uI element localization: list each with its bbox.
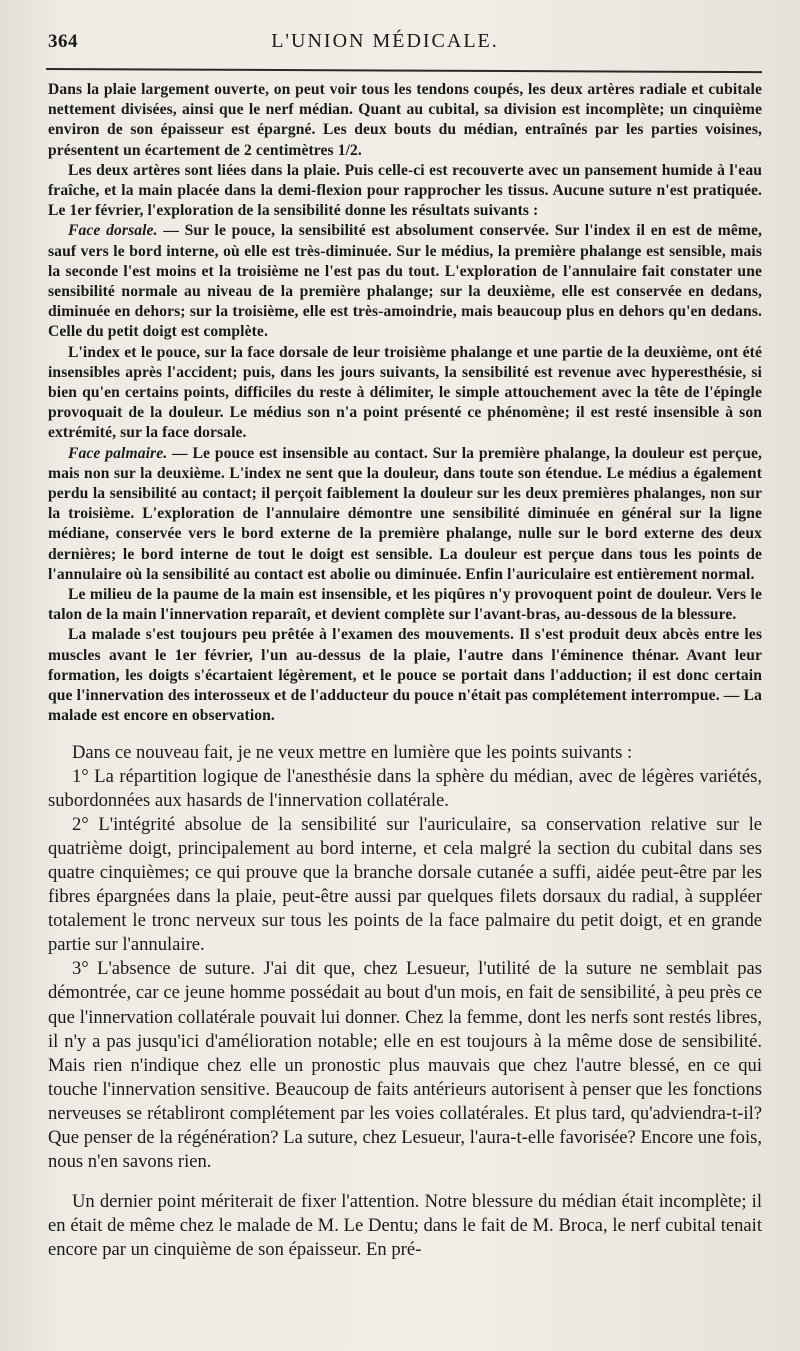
discussion-paragraph: Un dernier point mériterait de fixer l'attention. Notre blessure du médian était incomplète; il en était de même chez le malade de M. Le Dentu; dans le fait de M. Broca, le nerf cubital tenait encore par un cinquième de son épaisseur. En pré- [48, 1191, 762, 1261]
case-paragraph: La malade s'est toujours peu prêtée à l'examen des mouvements. Il s'est produit deux abcès entre les muscles avant le 1er février, l'un au-dessus de la plaie, l'autre dans l'éminence thénar. Avant leur formation, les doigts s'écartaient légèrement, et le pouce se portait dans l'adduction; il est donc certain que l'innervation des interosseux et de l'adducteur du pouce n'était pas complétement interrompue. — La malade est encore en observation. [48, 626, 762, 725]
case-paragraph: L'index et le pouce, sur la face dorsale de leur troisième phalange et une partie de la deuxième, ont été insensibles après l'accident; puis, dans les jours suivants, la sensibilité est revenue avec hyperesthésie, si bien qu'en certains points, difficiles du reste à délimiter, le simple attouchement avec la tête de l'épingle provoquait de la douleur. Le médius son n'a point présenté ce phénomène; il est resté insensible à son extrémité, sur la face dorsale. [48, 343, 762, 442]
discussion-paragraph: 1° La répartition logique de l'anesthésie dans la sphère du médian, avec de légères variétés, subordonnées aux hasards de l'innervation collatérale. [48, 765, 762, 811]
dorsal-face-text: — Sur le pouce, la sensibilité est absolument conservée. Sur l'index il en est de même, sauf vers le bord interne, où elle est très-diminuée. Sur le médius, la première phalange est sensible, mais la seconde l'est moins et la troisième ne l'est pas du tout. L'exploration de l'annulaire fait constater une sensibilité normale au niveau de la première phalange; sur la deuxième, elle est conservée en dedans, diminuée en dehors; sur la troisième, elle est très-amoindrie, mais beaucoup plus en dehors qu'en dedans. Celle du petit doigt est complète. [48, 222, 763, 341]
case-paragraph: Dans la plaie largement ouverte, on peut voir tous les tendons coupés, les deux artères radiale et cubitale nettement divisées, ainsi que le nerf médian. Quant au cubital, sa division est incomplète; un cinquième environ de son épaisseur est épargné. Les deux bouts du médian, entraînés par les parties voisines, présentent un écartement de 2 centimètres 1/2. [48, 81, 762, 159]
discussion-paragraph: 2° L'intégrité absolue de la sensibilité sur l'auriculaire, sa conservation relative sur le quatrième doigt, principalement au bord interne, et cela malgré la section du cubital dans ses quatre cinquièmes; ce qui prouve que la branche dorsale cutanée a suffi, aidée peut-être par les fibres épargnées dans la plaie, peut-être aussi par quelques filets dorsaux du radial, à suppléer totalement le tronc nerveux sur tous les points de la face palmaire du petit doigt, et en grande partie sur l'annulaire. [48, 813, 762, 956]
case-report-section [48, 80, 762, 727]
dorsal-face-heading: Face dorsale. [68, 222, 158, 240]
discussion-paragraph: Dans ce nouveau fait, je ne veux mettre en lumière que les points suivants : [72, 741, 633, 763]
palmar-face-text: — Le pouce est insensible au contact. Sur la première phalange, la douleur est perçue, mais non sur la deuxième. L'index ne sent que la douleur, dans toute son étendue. Le médius a également perdu la sensibilité au contact; il perçoit faiblement la douleur sur les deux premières phalanges, non sur la troisième. L'exploration de l'annulaire démontre une sensibilité diminuée en général sur la ligne médiane, conservée vers le bord externe de la première phalange, nulle sur le bord externe des deux dernières; le bord interne de tout le doigt est sensible. La douleur est perçue dans tous les points de l'annulaire où la sensibilité au contact est abolie ou diminuée. Enfin l'auriculaire est entièrement normal. [48, 444, 762, 583]
header-rule [46, 68, 762, 73]
discussion-section [48, 741, 762, 1263]
palmar-face-heading: Face palmaire. [68, 444, 168, 462]
running-header [48, 30, 762, 64]
case-paragraph [48, 444, 762, 585]
page-number: 364 [48, 31, 78, 52]
journal-title: L'UNION MÉDICALE. [271, 30, 499, 52]
discussion-paragraph: 3° L'absence de suture. J'ai dit que, chez Lesueur, l'utilité de la suture ne semblait pas démontrée, car ce jeune homme possédait au bout d'un mois, en fait de sensibilité, à peu près ce que l'innervation collatérale pouvait lui donner. Chez la femme, dont les nerfs sont restés libres, il n'y a pas jusqu'ici d'amélioration notable; elle en est toujours à la même dose de sensibilité. Mais rien n'indique chez elle un pronostic plus mauvais que chez l'autre blessé, en ce qui touche l'innervation sensitive. Beaucoup de faits antérieurs autorisent à penser que les fonctions nerveuses se rétabliront complétement par les voies collatérales. Et plus tard, qu'adviendra-t-il? Que penser de la régénération? La suture, chez Lesueur, l'aura-t-elle favorisée? Encore une fois, nous n'en savons rien. [48, 958, 762, 1173]
case-paragraph [48, 221, 762, 342]
case-paragraph: Les deux artères sont liées dans la plaie. Puis celle-ci est recouverte avec un pansement humide à l'eau fraîche, et la main placée dans la demi-flexion pour rapprocher les tissus. Aucune suture n'est pratiquée. Le 1er février, l'exploration de la sensibilité donne les résultats suivants : [48, 161, 762, 220]
case-paragraph: Le milieu de la paume de la main est insensible, et les piqûres n'y provoquent point de douleur. Vers le talon de la main l'innervation reparaît, et devient complète sur l'avant-bras, au-dessous de la blessure. [48, 586, 762, 624]
